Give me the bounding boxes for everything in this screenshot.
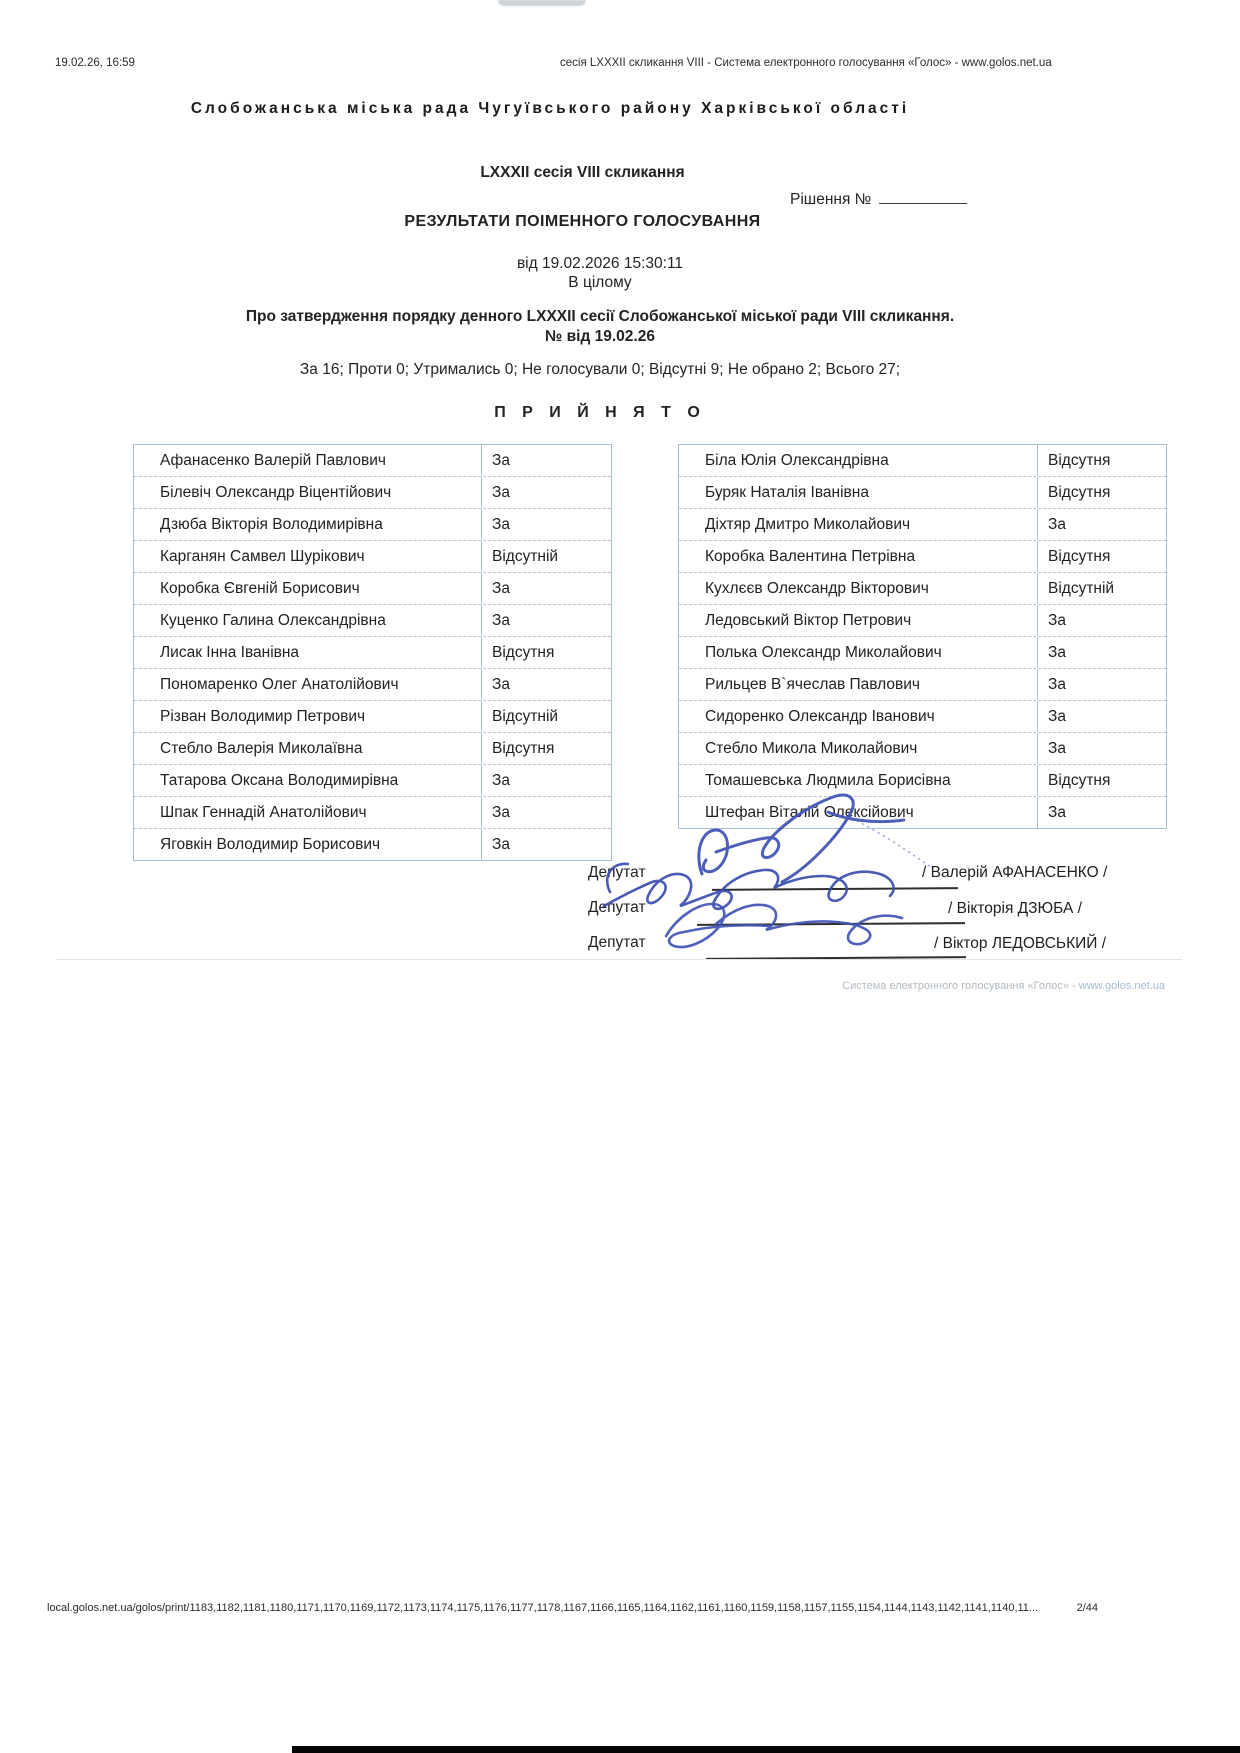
- table-row: [679, 477, 1166, 509]
- table-row: [134, 765, 611, 797]
- scan-artifact-top: [498, 0, 586, 6]
- table-row: [134, 445, 611, 477]
- session-title: LXXXII сесія VIII скликання: [480, 164, 685, 181]
- vote-value: Відсутня: [1048, 771, 1111, 789]
- table-row: [679, 509, 1166, 541]
- table-row: [679, 605, 1166, 637]
- vote-value: Відсутній: [492, 707, 559, 725]
- deputy-name: Стебло Валерія Миколаївна: [134, 733, 482, 764]
- table-row: [679, 541, 1166, 573]
- deputy-name: Пономаренко Олег Анатолійович: [134, 669, 482, 700]
- vote-value: За: [492, 675, 510, 693]
- deputy-name: Коробка Євгеній Борисович: [134, 573, 482, 604]
- deputy-name: Яговкін Володимир Борисович: [134, 829, 482, 860]
- print-footer-url: local.golos.net.ua/golos/print/1183,1182,1181,1180,1171,1170,1169,1172,1173,1174,1175,1176,1177,1178,1167,1166,1165,1164,1162,1161,1160,1159,1158,1157,1155,1154,1144,1143,1142,1141,1140,11...: [47, 1602, 1039, 1614]
- deputy-name: Рильцев В`ячеслав Павлович: [679, 669, 1038, 700]
- vote-value: За: [1048, 707, 1066, 725]
- vote-value: За: [492, 515, 510, 533]
- signatory-name-2: / Вікторія ДЗЮБА /: [948, 900, 1082, 917]
- vote-value: За: [1048, 803, 1066, 821]
- signature-line-1: [712, 887, 958, 891]
- table-row: [134, 797, 611, 829]
- system-watermark: [842, 980, 1165, 992]
- vote-value: За: [1048, 643, 1066, 661]
- handwritten-signature-3: [650, 896, 956, 958]
- vote-totals: За 16; Проти 0; Утримались 0; Не голосували 0; Відсутні 9; Не обрано 2; Всього 27;: [299, 361, 901, 378]
- deputy-name: Біла Юлія Олександрівна: [679, 445, 1038, 476]
- table-row: [134, 669, 611, 701]
- deputy-name: Афанасенко Валерій Павлович: [134, 445, 482, 476]
- subject-number: № від 19.02.26: [545, 328, 655, 345]
- vote-value: Відсутній: [1048, 579, 1115, 597]
- table-row: [134, 477, 611, 509]
- deputy-name: Кухлєєв Олександр Вікторович: [679, 573, 1038, 604]
- vote-value: За: [492, 451, 510, 469]
- vote-scope: В цілому: [568, 274, 632, 291]
- vote-value: Відсутня: [1048, 451, 1111, 469]
- deputy-name: Дзюба Вікторія Володимирівна: [134, 509, 482, 540]
- print-header-title: сесія LXXXII скликання VIII - Система електронного голосування «Голос» - www.golos.net.ua: [560, 57, 1052, 69]
- decision-number-line: [790, 190, 967, 209]
- deputy-name: Буряк Наталія Іванівна: [679, 477, 1038, 508]
- vote-value: Відсутня: [1048, 547, 1111, 565]
- deputy-name: Шпак Геннадій Анатолійович: [134, 797, 482, 828]
- vote-value: За: [492, 611, 510, 629]
- table-row: [679, 445, 1166, 477]
- deputy-name: Ледовський Віктор Петрович: [679, 605, 1038, 636]
- deputy-name: Томашевська Людмила Борисівна: [679, 765, 1038, 796]
- table-row: [679, 637, 1166, 669]
- decision-label: Рішення №: [790, 191, 872, 208]
- signatory-role-2: Депутат: [588, 899, 646, 916]
- table-row: [134, 605, 611, 637]
- vote-value: За: [492, 835, 510, 853]
- handwritten-signature-2: [598, 858, 928, 924]
- deputy-name: Куценко Галина Олександрівна: [134, 605, 482, 636]
- verdict: П Р И Й Н Я Т О: [494, 404, 706, 421]
- table-row: [134, 509, 611, 541]
- decision-number-blank: [879, 190, 967, 204]
- deputy-name: Різван Володимир Петрович: [134, 701, 482, 732]
- table-row: [134, 573, 611, 605]
- vote-value: За: [1048, 611, 1066, 629]
- signatory-name-3: / Віктор ЛЕДОВСЬКИЙ /: [934, 935, 1106, 952]
- table-row: [134, 541, 611, 573]
- vote-value: Відсутня: [1048, 483, 1111, 501]
- vote-datetime: від 19.02.2026 15:30:11: [516, 255, 684, 272]
- signatory-name-1: / Валерій АФАНАСЕНКО /: [922, 864, 1108, 881]
- vote-value: За: [1048, 739, 1066, 757]
- faint-divider-line: [57, 959, 1182, 960]
- deputy-name: Стебло Микола Миколайович: [679, 733, 1038, 764]
- table-row: [134, 733, 611, 765]
- vote-value: Відсутній: [492, 547, 559, 565]
- system-watermark-url: www.golos.net.ua: [1078, 980, 1165, 992]
- deputy-name: Білевіч Олександр Віцентійович: [134, 477, 482, 508]
- table-row: [679, 701, 1166, 733]
- deputy-name: Штефан Віталій Олексійович: [679, 797, 1038, 828]
- table-row: [679, 765, 1166, 797]
- table-row: [134, 701, 611, 733]
- subject-line: Про затвердження порядку денного LXXXII сесії Слобожанської міської ради VIII скликання.: [245, 308, 955, 325]
- signatory-role-1: Депутат: [588, 864, 646, 881]
- table-row: [679, 669, 1166, 701]
- table-row: [679, 733, 1166, 765]
- vote-value: За: [492, 803, 510, 821]
- deputy-name: Сидоренко Олександр Іванович: [679, 701, 1038, 732]
- deputy-name: Лисак Інна Іванівна: [134, 637, 482, 668]
- vote-value: За: [492, 483, 510, 501]
- print-footer-page-number: 2/44: [1076, 1602, 1098, 1614]
- vote-value: За: [492, 771, 510, 789]
- system-watermark-text: Система електронного голосування «Голос» -: [842, 980, 1076, 992]
- vote-table-right: [678, 444, 1167, 829]
- signature-line-2: [697, 922, 965, 926]
- vote-value: За: [1048, 675, 1066, 693]
- results-heading: РЕЗУЛЬТАТИ ПОІМЕННОГО ГОЛОСУВАННЯ: [404, 213, 761, 230]
- deputy-name: Діхтяр Дмитро Миколайович: [679, 509, 1038, 540]
- print-header-datetime: 19.02.26, 16:59: [55, 57, 135, 69]
- vote-value: Відсутня: [492, 739, 555, 757]
- vote-table-left: [133, 444, 612, 861]
- vote-value: Відсутня: [492, 643, 555, 661]
- table-row: [679, 797, 1166, 828]
- deputy-name: Полька Олександр Миколайович: [679, 637, 1038, 668]
- council-title: Слобожанська міська рада Чугуївського району Харківської області: [190, 100, 910, 117]
- scan-artifact-bottom-bar: [292, 1746, 1240, 1753]
- table-row: [679, 573, 1166, 605]
- signatory-role-3: Депутат: [588, 934, 646, 951]
- deputy-name: Коробка Валентина Петрівна: [679, 541, 1038, 572]
- deputy-name: Татарова Оксана Володимирівна: [134, 765, 482, 796]
- deputy-name: Карганян Самвел Шурікович: [134, 541, 482, 572]
- table-row: [134, 829, 611, 860]
- vote-value: За: [492, 579, 510, 597]
- table-row: [134, 637, 611, 669]
- vote-value: За: [1048, 515, 1066, 533]
